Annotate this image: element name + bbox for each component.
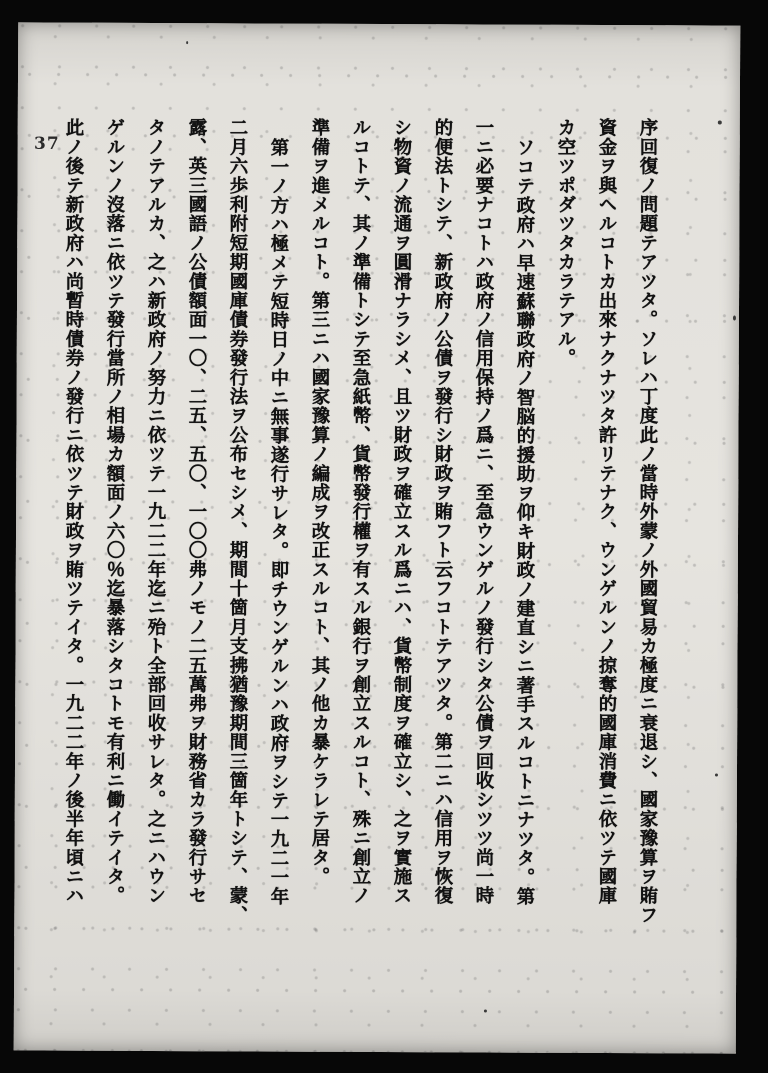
text-line: 二月六歩利附短期國庫債券發行法ヲ公布セシメ、期間十箇月支拂猶豫期間三箇年トシテ、蒙、 bbox=[227, 118, 248, 925]
dust-speck bbox=[718, 120, 722, 124]
text-line: シ物資ノ流通ヲ圓滑ナラシメ、且ツ財政ヲ確立スル爲ニハ、貨幣制度ヲ確立シ、之ヲ實施ス bbox=[391, 118, 412, 906]
text-line: 一ニ必要ナコトハ政府ノ信用保持ノ爲ニ、至急ウンゲルノ發行シタ公債ヲ回收シツツ尚一時 bbox=[473, 118, 494, 906]
text-line: カ空ツポダツタカラテアル。 bbox=[555, 118, 576, 368]
dust-speck bbox=[484, 1009, 487, 1012]
text-line: ゲルンノ沒落ニ依ツテ發行當所ノ相場カ額面ノ六〇％迄暴落シタコトモ有利ニ働イテイタ。 bbox=[104, 118, 125, 906]
text-line: 露、英三國語ノ公債額面一〇、二五、五〇、一〇〇弗ノモノ二五萬弗ヲ財務省カラ發行サセ bbox=[186, 118, 207, 906]
dust-speck bbox=[733, 316, 736, 321]
text-line: 的便法トシテ、新政府ノ公債ヲ發行シ財政ヲ賄フト云フコトテアツタ。第二ニハ信用ヲ恢復 bbox=[432, 118, 453, 906]
text-line: 資金ヲ與ヘルコトカ出來ナクナツタ許リテナク、ウンゲルンノ掠奪的國庫消費ニ依ツテ國庫 bbox=[596, 118, 617, 906]
dust-speck bbox=[186, 41, 188, 44]
text-line: 第一ノ方ハ極メテ短時日ノ中ニ無事遂行サレタ。即チウンゲルンハ政府ヲシテ一九二一年 bbox=[268, 138, 289, 907]
text-line: 準備ヲ進メルコト。第三ニハ國家豫算ノ編成ヲ改正スルコト、其ノ他カ暴ケラレテ居タ。 bbox=[309, 118, 330, 886]
text-line: 此ノ後テ新政府ハ尚暫時債券ノ發行ニ依ツテ財政ヲ賄ツテイタ。一九二二年ノ後半年頃ニハ bbox=[63, 118, 84, 906]
text-line: ルコトテ、其ノ準備トシテ至急紙幣、貨幣發行權ヲ有スル銀行ヲ創立スルコト、殊ニ創立ノ bbox=[350, 118, 371, 906]
text-line: ソコテ政府ハ早速蘇聯政府ノ智脳的援助ヲ仰キ財政ノ建直シニ著手スルコトニナツタ。第 bbox=[514, 138, 535, 907]
text-line: タノテアルカ、之ハ新政府ノ努力ニ依ツテ一九二二年迄ニ殆ト全部回收サレタ。之ニハウン bbox=[145, 118, 166, 906]
dust-speck bbox=[715, 773, 718, 776]
vertical-text-column bbox=[53, 118, 668, 968]
text-line: 序回復ノ問題テアツタ。ソレハ丁度此ノ當時外蒙ノ外國貿易カ極度ニ衰退シ、國家豫算ヲ賄フ bbox=[637, 118, 658, 925]
page-number: 37 bbox=[34, 134, 60, 154]
